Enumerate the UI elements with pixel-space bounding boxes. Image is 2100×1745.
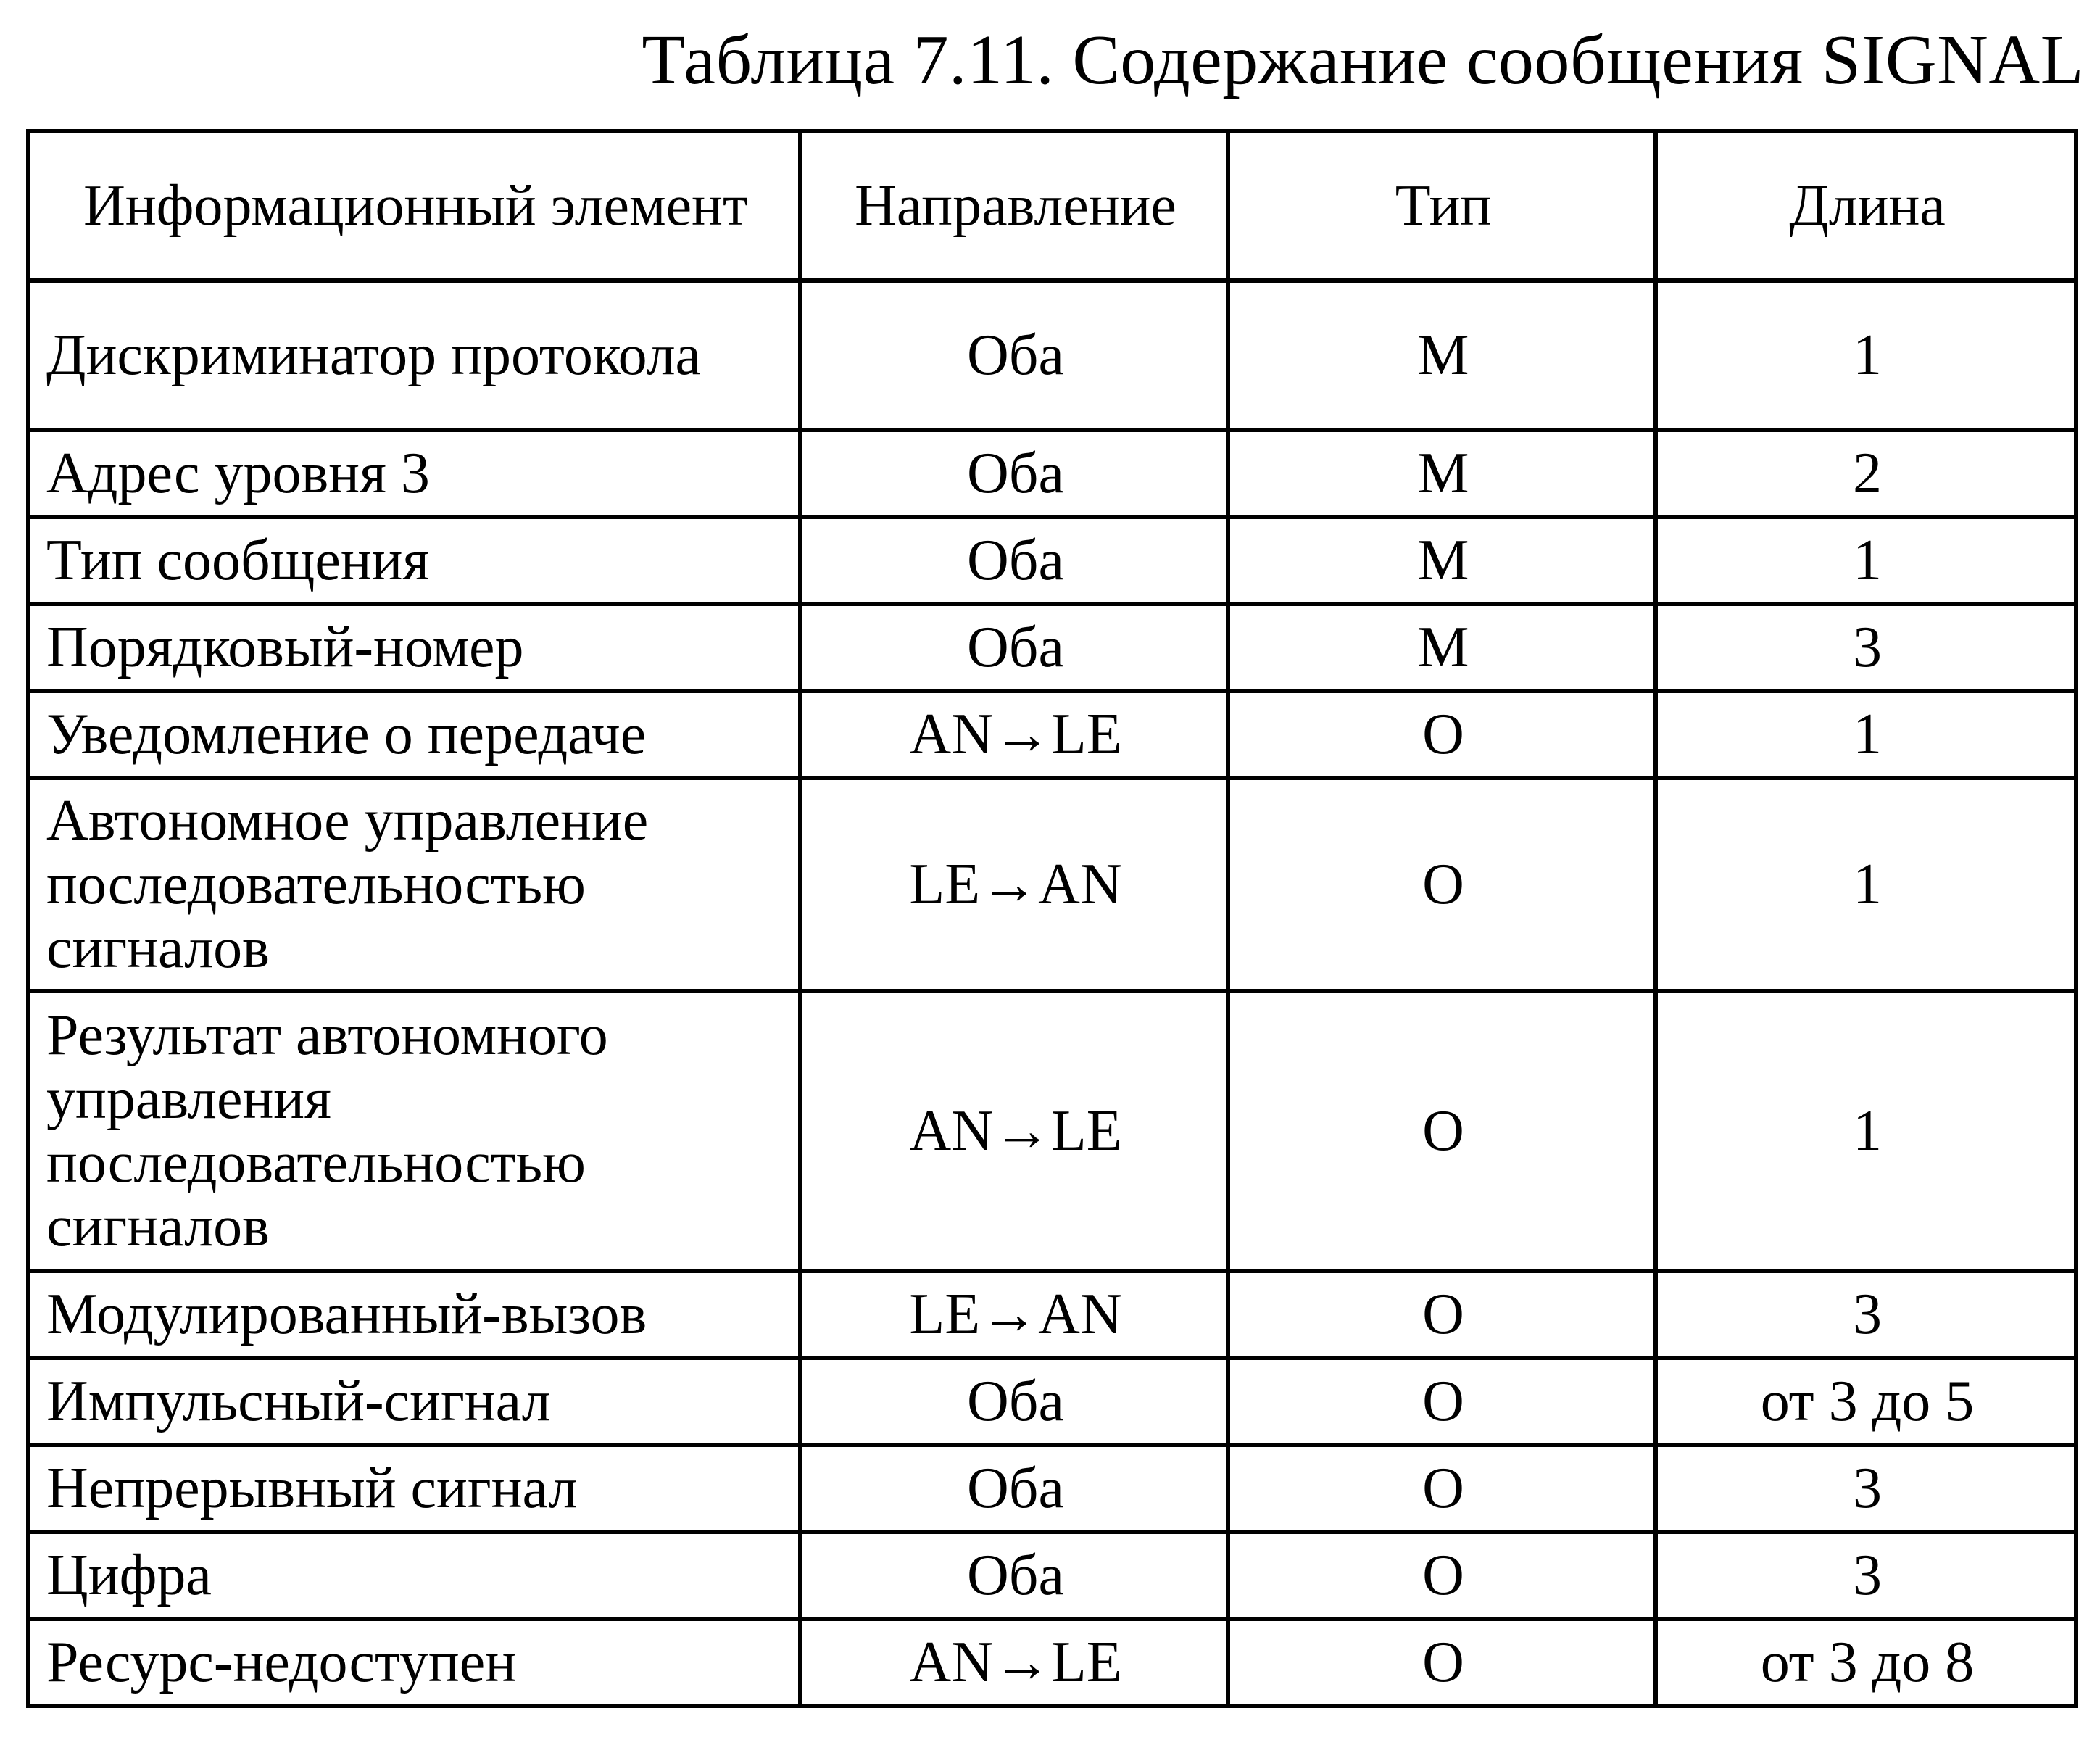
cell-direction: Оба xyxy=(800,281,1228,430)
cell-element: Импульсный-сигнал xyxy=(28,1358,800,1445)
cell-element: Тип сообщения xyxy=(28,517,800,604)
cell-length: 1 xyxy=(1656,778,2076,991)
table-row xyxy=(28,604,2076,691)
cell-length: 3 xyxy=(1656,1445,2076,1532)
cell-length: 2 xyxy=(1656,430,2076,517)
table-row xyxy=(28,691,2076,778)
cell-direction: Оба xyxy=(800,1358,1228,1445)
cell-type: M xyxy=(1228,281,1656,430)
cell-element: Ресурс-недоступен xyxy=(28,1619,800,1706)
table-row xyxy=(28,517,2076,604)
cell-direction: AN→LE xyxy=(800,991,1228,1271)
cell-length: 1 xyxy=(1656,281,2076,430)
cell-element: Дискриминатор протокола xyxy=(28,281,800,430)
cell-direction: LE→AN xyxy=(800,1271,1228,1358)
cell-type: O xyxy=(1228,691,1656,778)
cell-element: Непрерывный сигнал xyxy=(28,1445,800,1532)
table-row xyxy=(28,430,2076,517)
cell-type: M xyxy=(1228,430,1656,517)
table-row xyxy=(28,1271,2076,1358)
table-caption: Таблица 7.11. Содержание сообщения SIGNAL xyxy=(642,21,2084,99)
cell-length: 1 xyxy=(1656,517,2076,604)
cell-direction: AN→LE xyxy=(800,1619,1228,1706)
cell-type: M xyxy=(1228,517,1656,604)
cell-direction: Оба xyxy=(800,430,1228,517)
signal-message-table xyxy=(26,129,2078,1708)
cell-type: O xyxy=(1228,1271,1656,1358)
cell-element: Автономное управление последовательностью сигналов xyxy=(28,778,800,991)
header-row xyxy=(28,131,2076,281)
cell-direction: Оба xyxy=(800,1445,1228,1532)
cell-direction: Оба xyxy=(800,1532,1228,1619)
cell-direction: Оба xyxy=(800,517,1228,604)
cell-type: M xyxy=(1228,604,1656,691)
cell-length: от 3 до 5 xyxy=(1656,1358,2076,1445)
table-row xyxy=(28,1445,2076,1532)
cell-type: O xyxy=(1228,1445,1656,1532)
cell-length: 3 xyxy=(1656,1532,2076,1619)
cell-element: Уведомление о передаче xyxy=(28,691,800,778)
cell-length: от 3 до 8 xyxy=(1656,1619,2076,1706)
table-row xyxy=(28,1619,2076,1706)
cell-element: Цифра xyxy=(28,1532,800,1619)
header-length: Длина xyxy=(1656,131,2076,281)
table-row xyxy=(28,991,2076,1271)
header-type: Тип xyxy=(1228,131,1656,281)
cell-type: O xyxy=(1228,1532,1656,1619)
cell-element: Модулированный-вызов xyxy=(28,1271,800,1358)
cell-type: O xyxy=(1228,1619,1656,1706)
cell-element: Адрес уровня 3 xyxy=(28,430,800,517)
cell-length: 1 xyxy=(1656,691,2076,778)
cell-length: 1 xyxy=(1656,991,2076,1271)
table-row xyxy=(28,281,2076,430)
cell-type: O xyxy=(1228,1358,1656,1445)
cell-element: Порядковый-номер xyxy=(28,604,800,691)
cell-type: O xyxy=(1228,778,1656,991)
cell-length: 3 xyxy=(1656,1271,2076,1358)
header-direction: Направление xyxy=(800,131,1228,281)
cell-length: 3 xyxy=(1656,604,2076,691)
table-row xyxy=(28,1532,2076,1619)
table-row xyxy=(28,778,2076,991)
cell-element: Результат автономного управления последовательностью сигналов xyxy=(28,991,800,1271)
cell-direction: LE→AN xyxy=(800,778,1228,991)
cell-type: O xyxy=(1228,991,1656,1271)
table-row xyxy=(28,1358,2076,1445)
header-element: Информационный элемент xyxy=(28,131,800,281)
cell-direction: Оба xyxy=(800,604,1228,691)
cell-direction: AN→LE xyxy=(800,691,1228,778)
